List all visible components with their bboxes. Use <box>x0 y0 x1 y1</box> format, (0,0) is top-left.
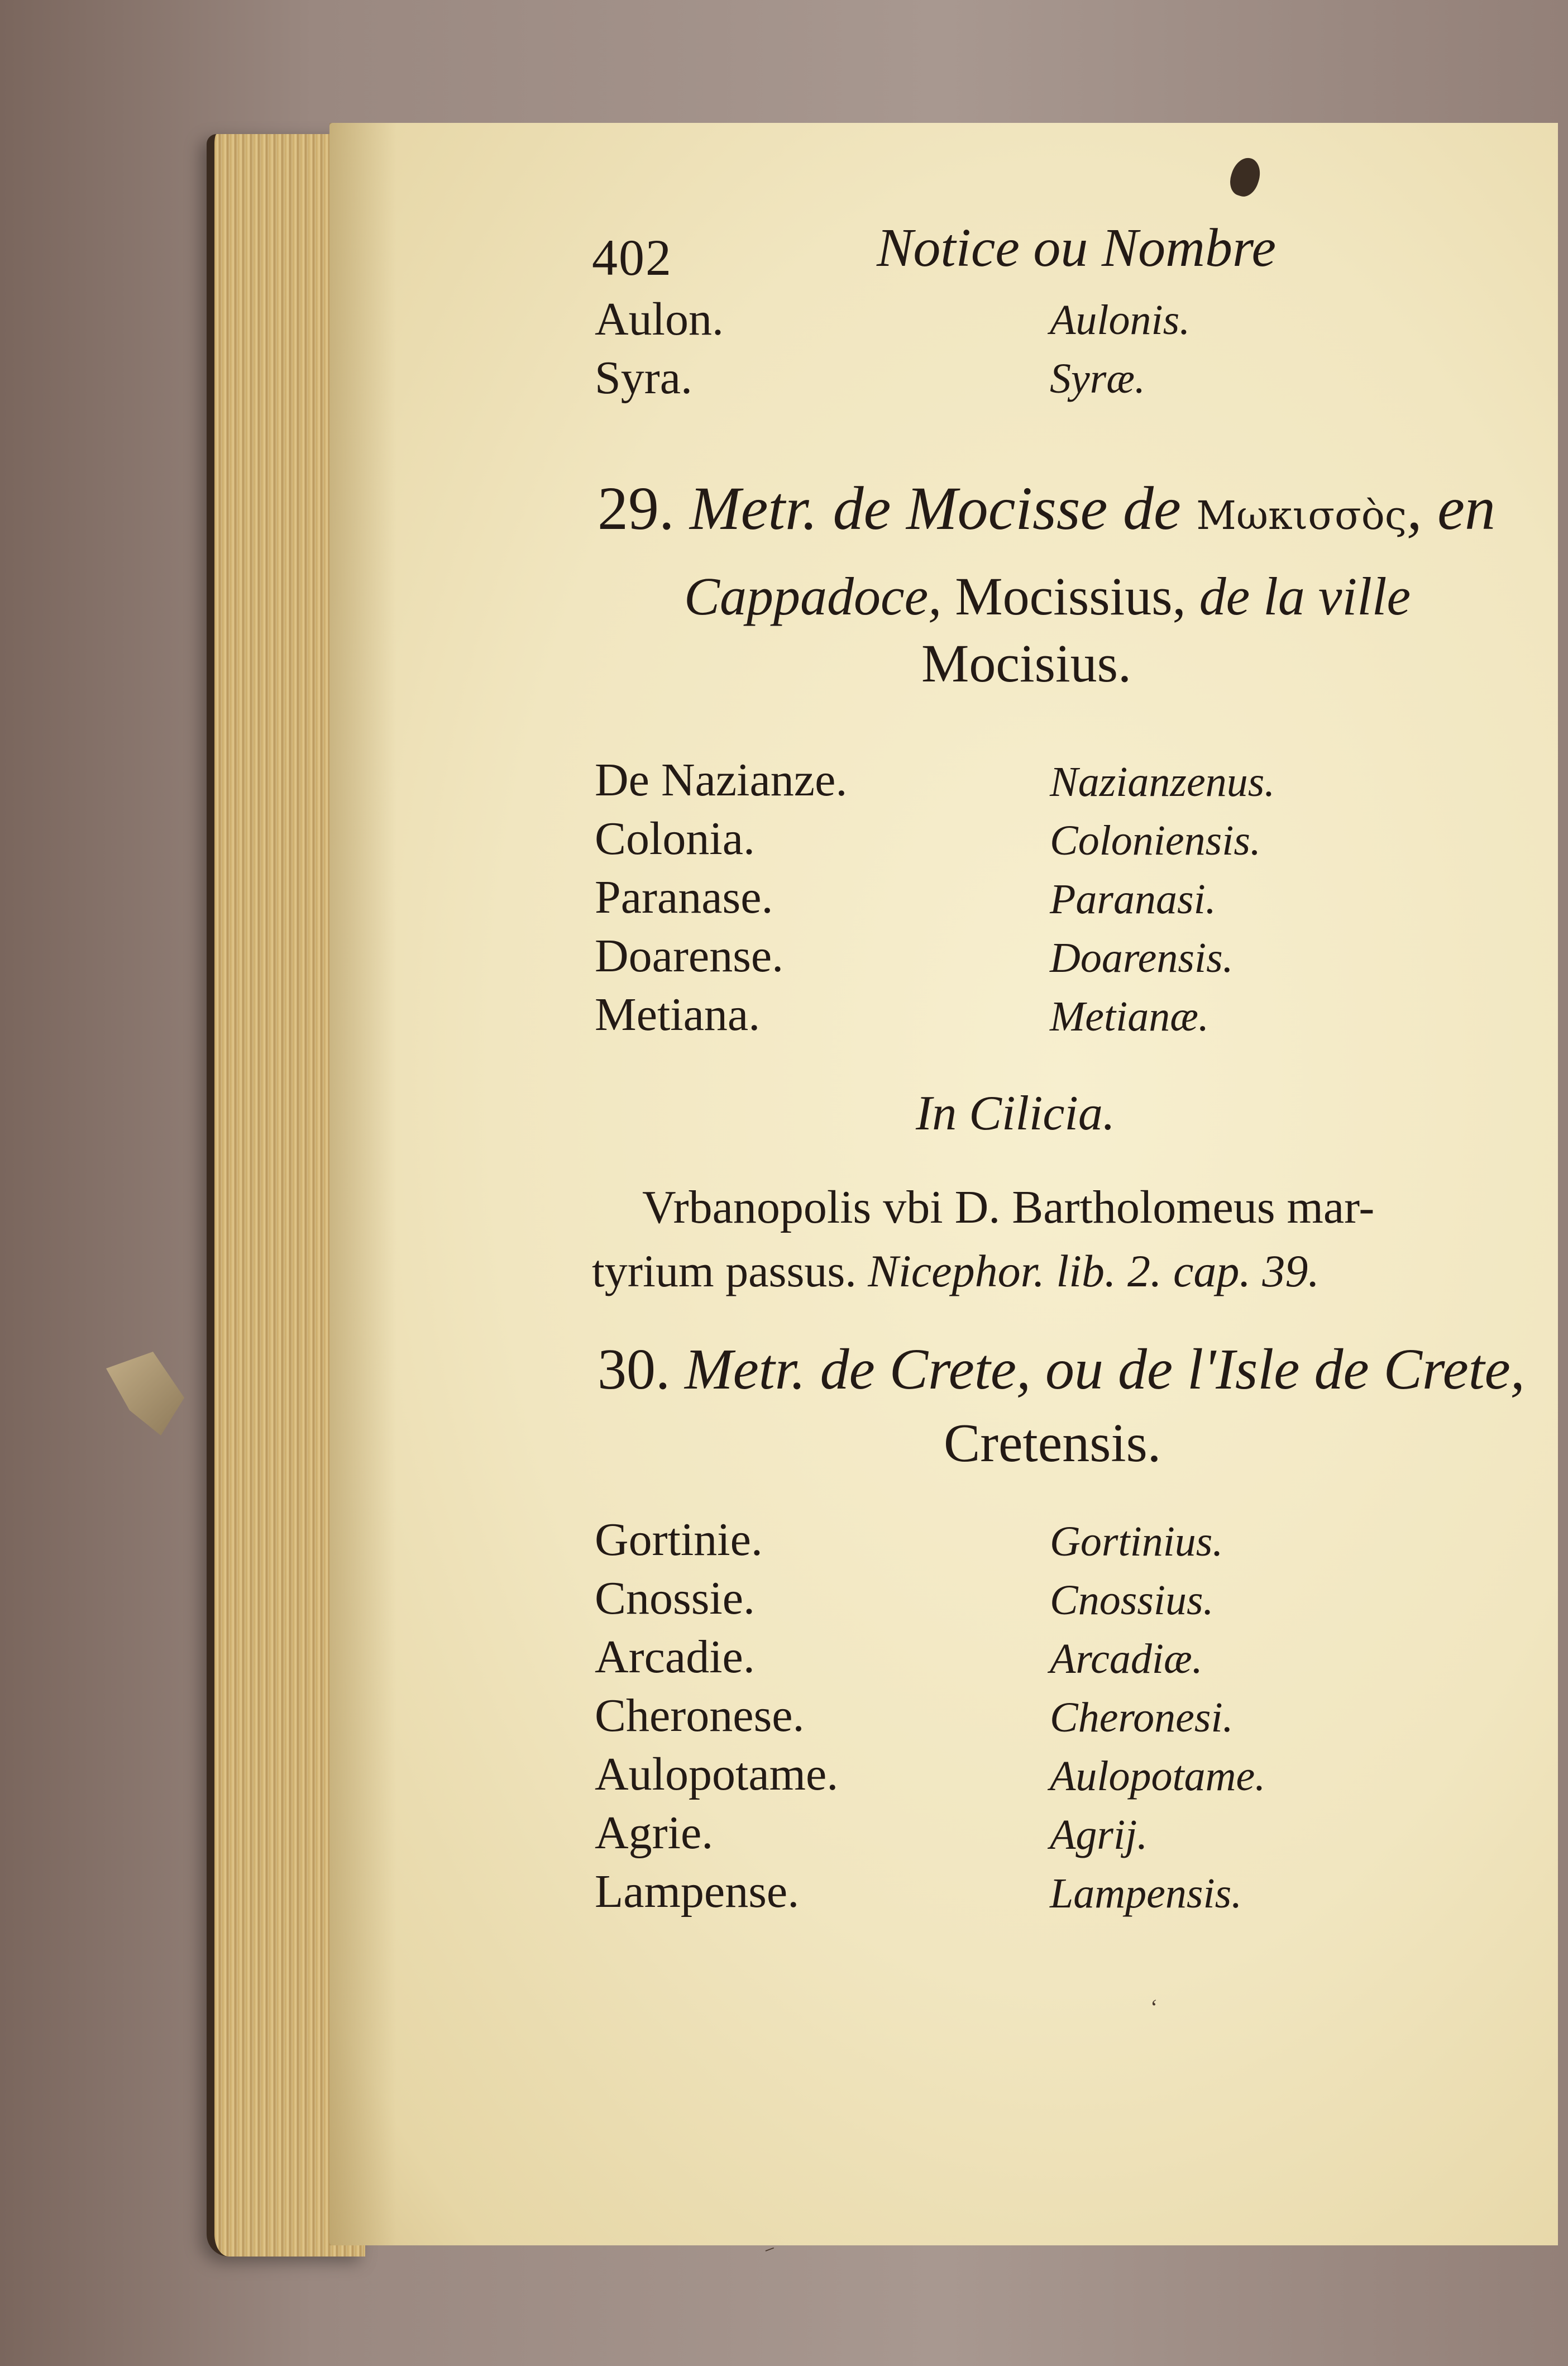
stray-mark: ‘ <box>1150 1995 1158 2020</box>
section-29-heading-line3: Mocisius. <box>921 633 1132 693</box>
list-item-latin: Cnossius. <box>1050 1577 1214 1624</box>
list-item-french: Aulon. <box>595 293 724 345</box>
list-item-french: Colonia. <box>595 813 755 865</box>
list-item-french: Paranase. <box>595 871 773 923</box>
list-item-latin: Aulonis. <box>1050 297 1191 344</box>
paragraph-line <box>592 1248 1320 1294</box>
list-item-latin: Nazianzenus. <box>1050 759 1275 805</box>
section-30-heading-line2: Cretensis. <box>944 1413 1161 1473</box>
greek-word: Μωκισσὸς <box>1196 493 1407 538</box>
list-item-french: Doarense. <box>595 930 784 982</box>
list-item-french: Cheronese. <box>595 1690 805 1742</box>
list-item-french: Agrie. <box>595 1807 714 1859</box>
running-title: Notice ou Nombre <box>877 218 1276 278</box>
heading-word: de la ville <box>1199 566 1411 626</box>
list-item-latin: Agrij. <box>1050 1811 1148 1858</box>
list-item-french: Metiana. <box>595 989 761 1041</box>
heading-word: Mocisse <box>906 474 1108 542</box>
section-29-heading-line2 <box>684 566 1411 626</box>
list-item-latin: Cheronesi. <box>1050 1694 1234 1741</box>
section-29-heading-line1 <box>597 474 1495 542</box>
list-item-french: Lampense. <box>595 1866 800 1917</box>
list-item-latin: Lampensis. <box>1050 1870 1242 1917</box>
paragraph-text: tyrium passus. <box>592 1246 857 1296</box>
list-item-latin: Paranasi. <box>1050 876 1216 923</box>
section-number: 30. <box>597 1337 670 1401</box>
metr-label: Metr. <box>690 474 818 542</box>
list-item-french: Syra. <box>595 352 692 404</box>
list-item-latin: Metianæ. <box>1050 993 1209 1040</box>
subheading-cilicia: In Cilicia. <box>916 1086 1115 1141</box>
heading-word: de <box>833 474 891 542</box>
page-number: 402 <box>592 229 672 286</box>
list-item-french: Cnossie. <box>595 1572 756 1624</box>
list-item-latin: Doarensis. <box>1050 934 1234 981</box>
citation: Nicephor. lib. 2. cap. 39. <box>868 1246 1320 1296</box>
list-item-french: Aulopotame. <box>595 1748 839 1800</box>
page-gutter-shadow <box>329 123 396 2245</box>
list-item-latin: Coloniensis. <box>1050 817 1261 864</box>
list-item-latin: Aulopotame. <box>1050 1753 1266 1800</box>
stray-mark: ⁻ <box>761 2239 781 2267</box>
list-item-latin: Syræ. <box>1050 355 1145 402</box>
heading-word: , en <box>1407 474 1495 542</box>
heading-text: Metr. de Crete, ou de l'Isle de Crete, <box>685 1337 1525 1401</box>
list-item-french: Arcadie. <box>595 1631 755 1683</box>
heading-word: Cappadoce, <box>684 566 942 626</box>
heading-word: Mocissius, <box>955 566 1186 626</box>
section-30-heading-line1 <box>597 1337 1525 1401</box>
list-item-latin: Gortinius. <box>1050 1518 1223 1565</box>
list-item-latin: Arcadiæ. <box>1050 1635 1203 1682</box>
heading-word: de <box>1122 474 1181 542</box>
list-item-french: De Nazianze. <box>595 754 848 806</box>
section-number: 29. <box>597 474 675 542</box>
paragraph-line: Vrbanopolis vbi D. Bartholomeus mar- <box>642 1181 1375 1233</box>
list-item-french: Gortinie. <box>595 1514 763 1566</box>
